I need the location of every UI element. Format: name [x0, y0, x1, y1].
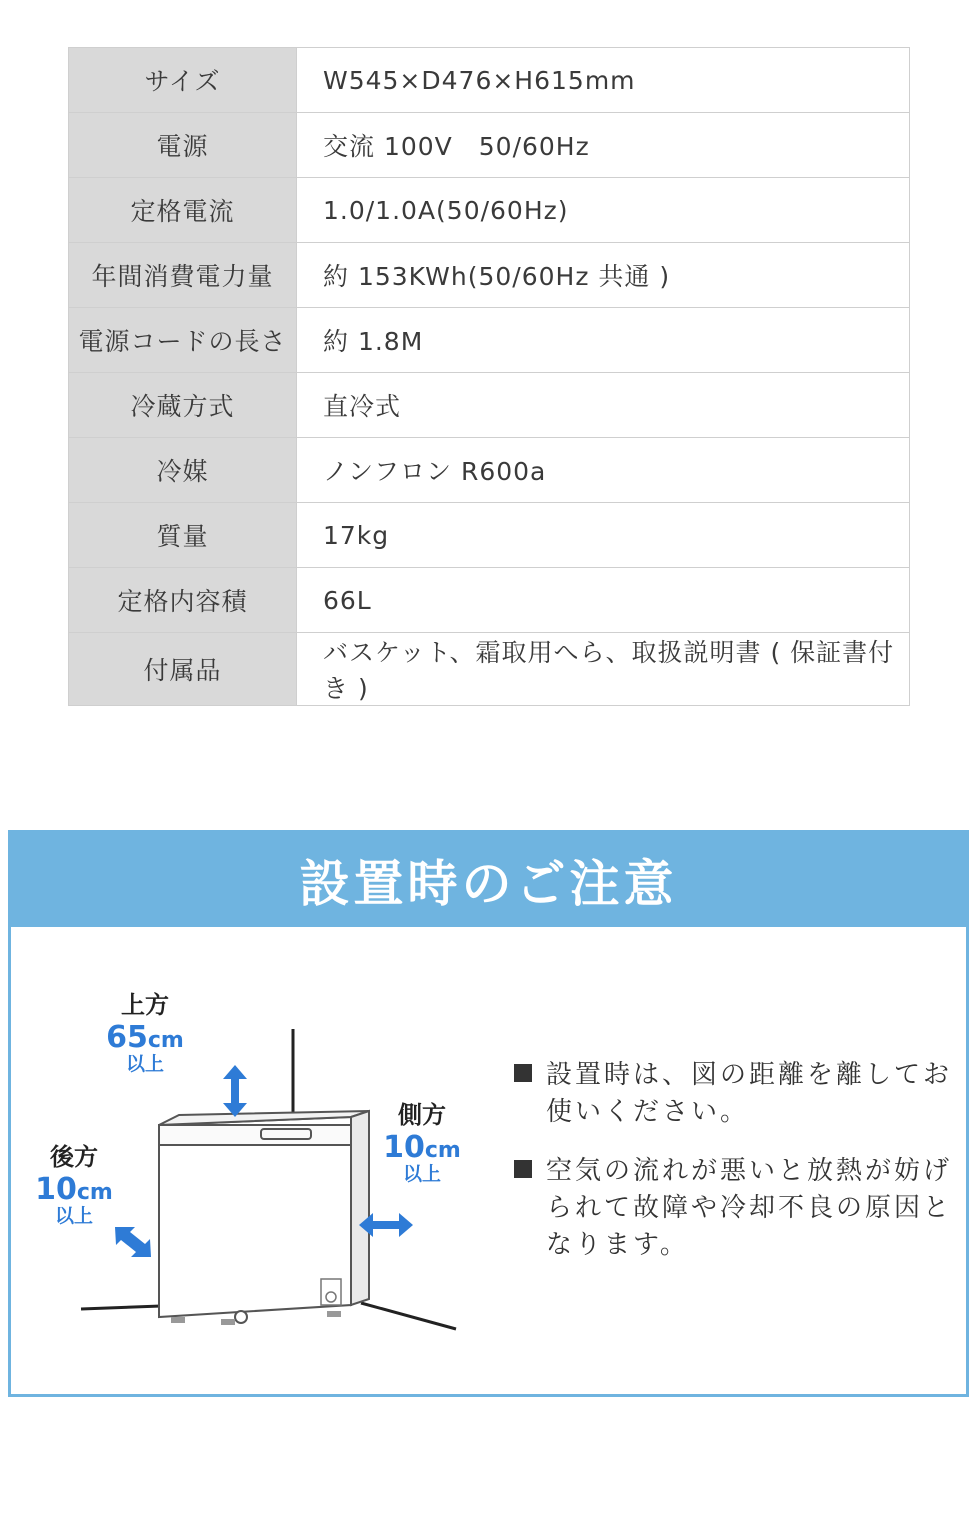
back-clearance-label — [31, 1145, 117, 1226]
spec-row — [69, 113, 910, 178]
spec-value: 66L — [297, 568, 910, 633]
floor-line-left — [81, 1306, 161, 1309]
square-bullet-icon — [514, 1064, 532, 1082]
square-bullet-icon — [514, 1160, 532, 1178]
spec-row — [69, 503, 910, 568]
side-direction: 側方 — [398, 1101, 446, 1129]
side-clearance-label — [379, 1103, 465, 1184]
side-distance-value: 10 — [383, 1130, 425, 1165]
back-qualifier: 以上 — [54, 1205, 93, 1227]
spec-value: 17kg — [297, 503, 910, 568]
installation-notice-panel — [8, 830, 969, 1397]
chest-freezer-icon — [159, 1111, 369, 1325]
spec-value: 約 153KWh(50/60Hz 共通 ) — [297, 243, 910, 308]
notice-bullets — [514, 1057, 954, 1286]
back-distance — [31, 1172, 117, 1207]
spec-label: 冷蔵方式 — [69, 373, 297, 438]
spec-row — [69, 633, 910, 706]
spec-row — [69, 438, 910, 503]
spec-label: サイズ — [69, 48, 297, 113]
spec-table — [68, 47, 910, 706]
back-distance-value: 10 — [35, 1172, 77, 1207]
spec-row — [69, 243, 910, 308]
spec-value: 交流 100V 50/60Hz — [297, 113, 910, 178]
notice-bullet-text: 設置時は、図の距離を離してお使いください。 — [546, 1060, 953, 1127]
spec-value: 約 1.8M — [297, 308, 910, 373]
side-qualifier: 以上 — [402, 1163, 441, 1185]
floor-line-right — [361, 1303, 456, 1329]
top-distance-unit: cm — [147, 1028, 184, 1053]
diagonal-arrow-icon — [115, 1227, 151, 1257]
spec-row — [69, 373, 910, 438]
spec-value: 直冷式 — [297, 373, 910, 438]
spec-row — [69, 568, 910, 633]
back-direction: 後方 — [50, 1143, 98, 1171]
notice-bullet-text: 空気の流れが悪いと放熱が妨げられて故障や冷却不良の原因となります。 — [546, 1156, 953, 1260]
spec-label: 電源コードの長さ — [69, 308, 297, 373]
spec-value: バスケット、霜取用へら、取扱説明書 ( 保証書付き ) — [297, 633, 910, 706]
top-distance — [101, 1020, 189, 1055]
top-distance-value: 65 — [106, 1020, 148, 1055]
spec-label: 定格電流 — [69, 178, 297, 243]
top-direction: 上方 — [121, 991, 169, 1019]
spec-row — [69, 308, 910, 373]
side-distance — [379, 1130, 465, 1165]
back-distance-unit: cm — [76, 1180, 113, 1205]
spec-label: 定格内容積 — [69, 568, 297, 633]
spec-label: 付属品 — [69, 633, 297, 706]
top-clearance-label — [101, 993, 189, 1074]
side-distance-unit: cm — [424, 1138, 461, 1163]
spec-value: ノンフロン R600a — [297, 438, 910, 503]
spec-label: 電源 — [69, 113, 297, 178]
spec-row — [69, 48, 910, 113]
up-down-arrow-icon — [223, 1065, 247, 1117]
spec-value: W545×D476×H615mm — [297, 48, 910, 113]
notice-bullet — [514, 1153, 954, 1264]
spec-label: 冷媒 — [69, 438, 297, 503]
spec-value: 1.0/1.0A(50/60Hz) — [297, 178, 910, 243]
spec-row — [69, 178, 910, 243]
spec-label: 年間消費電力量 — [69, 243, 297, 308]
notice-bullet — [514, 1057, 954, 1131]
top-qualifier: 以上 — [125, 1053, 164, 1075]
notice-title: 設置時のご注意 — [299, 855, 678, 913]
spec-label: 質量 — [69, 503, 297, 568]
